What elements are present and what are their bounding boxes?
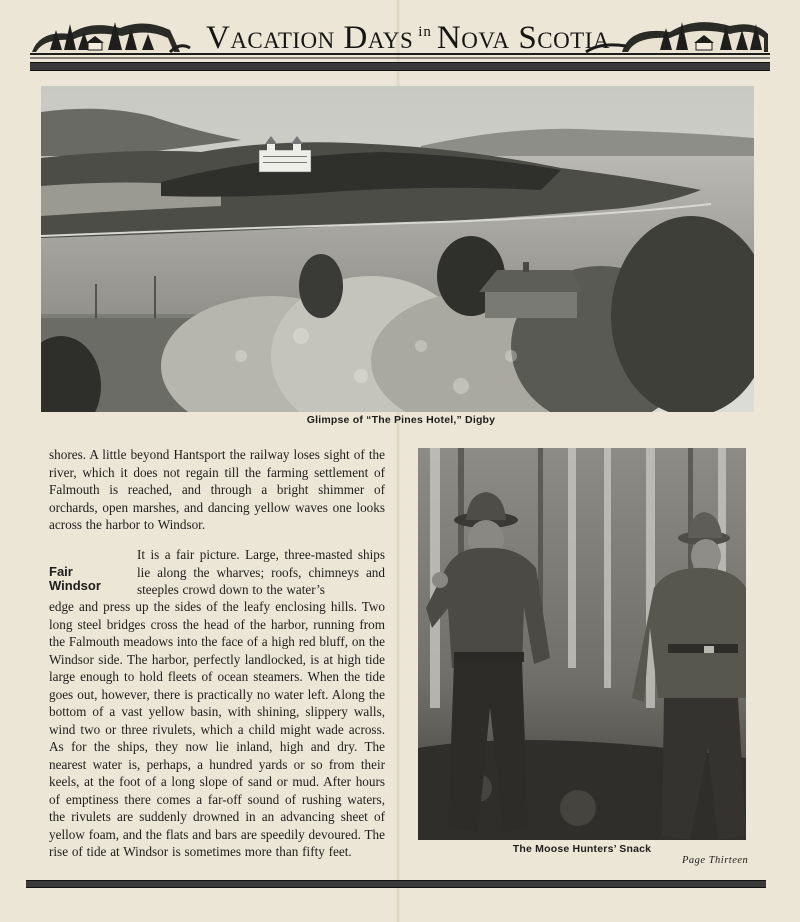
sidehead-fair-windsor bbox=[49, 565, 119, 593]
header-rule bbox=[30, 62, 770, 71]
page-title bbox=[198, 20, 618, 56]
title-connector: in bbox=[418, 24, 432, 40]
moose-photo-caption: The Moose Hunters’ Snack bbox=[512, 843, 652, 855]
photo-pines-hotel-image bbox=[41, 86, 754, 412]
page-number: Page Thirteen bbox=[682, 855, 749, 866]
photo-moose-hunters-image bbox=[418, 448, 746, 840]
paragraph-fair-picture-intro: It is a fair picture. Large, three-masted ships lie along the wharves; roofs, chimneys and steeples crowd down to the water’s bbox=[137, 547, 385, 597]
page-header bbox=[30, 12, 770, 60]
paragraph-hantsport: shores. A little beyond Hantsport the railway loses sight of the river, which it does not regain till the farming settlement of Falmouth is reached, and through a bright shimmer of orchards, open marshes, and dancing yellow waves one looks across the harbor to Windsor. bbox=[49, 447, 385, 532]
title-word-nova: Nova bbox=[436, 20, 510, 56]
photo-pines-hotel bbox=[41, 86, 754, 412]
title-word-days: Days bbox=[343, 20, 414, 56]
paragraph-windsor-tide: edge and press up the sides of the leafy enclosing hills. Two long steel bridges cross the head of the harbor, running from the Falmouth meadows into the face of a high red bluff, on the Windsor side. The harbor, perfectly landlocked, is at high tide large enough to hold fleets of ocean steamers. When the tide goes out, however, there is practically no water left. Along the bottom of a vast yellow basin, with shining, slippery walls, wind two or three rivulets, which a child might wade across. As for the ships, they now lie inland, high and dry. The nearest water is, perhaps, a hundred yards or so from their keels, at the foot of a long slope of sand or mud. After hours of emptiness there comes a far-off sound of rushing waters, the rivulets are suddenly drowned in an advancing sheet of yellow foam, and the flats and bars are speedily devoured. The rise of tide at Windsor is sometimes more than fifty feet. bbox=[49, 599, 385, 859]
footer-rule bbox=[26, 880, 766, 888]
top-photo-caption: Glimpse of “The Pines Hotel,” Digby bbox=[306, 414, 496, 426]
title-word-vacation: Vacation bbox=[205, 20, 335, 56]
sidehead-line-1: Fair bbox=[49, 564, 73, 579]
sidehead-line-2: Windsor bbox=[49, 578, 101, 593]
photo-moose-hunters bbox=[418, 448, 746, 840]
title-word-scotia: Scotia bbox=[518, 20, 610, 56]
